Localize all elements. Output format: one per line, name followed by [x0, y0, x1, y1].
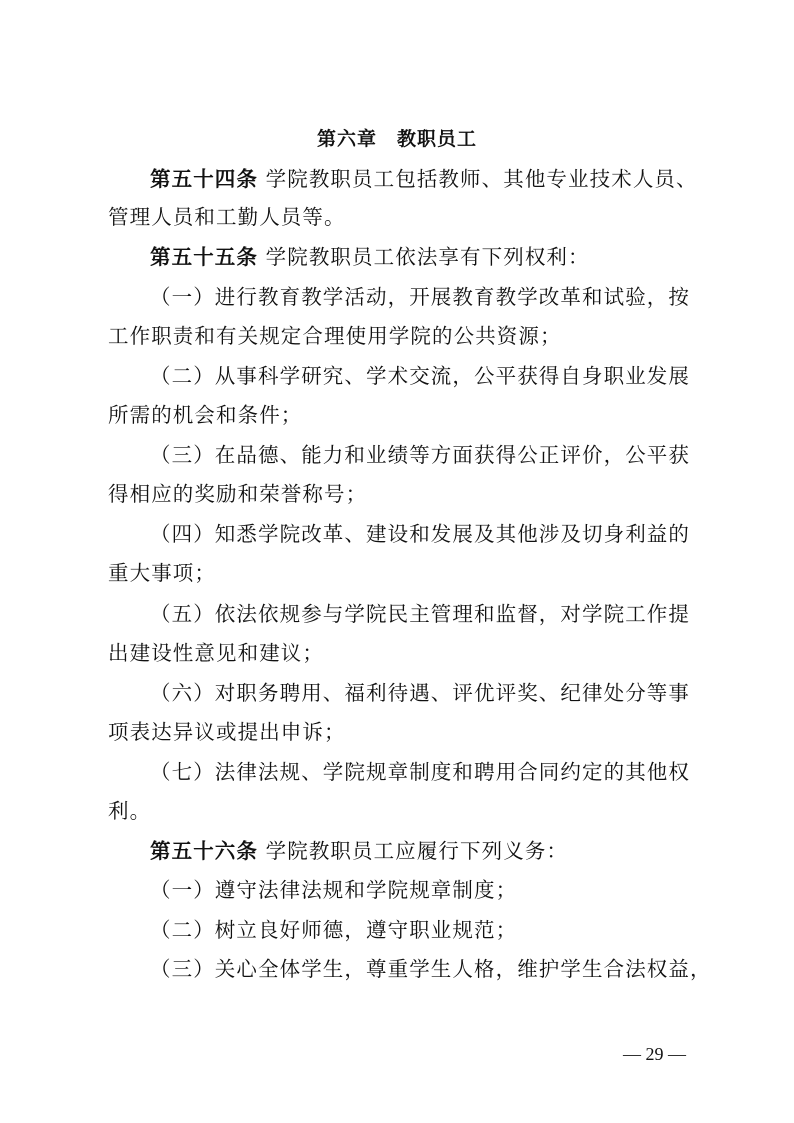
article-55-number: 第五十五条: [150, 245, 258, 269]
article-56-number: 第五十六条: [150, 839, 258, 863]
article-55-item-4-line-2: 重大事项；: [108, 561, 216, 585]
article-55-item-3-line-1: （三）在品德、能力和业绩等方面获得公正评价，公平获: [150, 443, 690, 467]
article-55-item-3-line-2: 得相应的奖励和荣誉称号；: [108, 482, 368, 506]
article-56-item-1: （一）遵守法律法规和学院规章制度；: [150, 878, 518, 902]
article-55-item-1-line-2: 工作职责和有关规定合理使用学院的公共资源；: [108, 324, 562, 348]
article-56-item-3: （三）关心全体学生，尊重学生人格，维护学生合法权益，: [150, 957, 712, 981]
article-55-item-2-line-1: （二）从事科学研究、学术交流，公平获得自身职业发展: [150, 364, 690, 388]
article-55-item-6-line-1: （六）对职务聘用、福利待遇、评优评奖、纪律处分等事: [150, 681, 690, 705]
article-55-item-1-line-1: （一）进行教育教学活动，开展教育教学改革和试验，按: [150, 285, 690, 309]
article-54-line-2: 管理人员和工勤人员等。: [108, 205, 346, 229]
page-number: — 29 —: [623, 1044, 686, 1064]
article-55-intro: [150, 243, 686, 271]
article-55-item-2-line-2: 所需的机会和条件；: [108, 403, 303, 427]
article-55-item-5-line-1: （五）依法依规参与学院民主管理和监督，对学院工作提: [150, 602, 690, 626]
article-56-intro: [150, 837, 686, 865]
article-56-item-2: （二）树立良好师德，遵守职业规范；: [150, 918, 518, 942]
article-55-item-4-line-1: （四）知悉学院改革、建设和发展及其他涉及切身利益的: [150, 522, 690, 546]
chapter-title: 第六章 教职员工: [316, 128, 477, 150]
article-54-number: 第五十四条: [150, 167, 258, 191]
article-55-item-7-line-2: 利。: [108, 799, 152, 823]
article-54-line-1: [150, 165, 698, 193]
article-55-text: 学院教职员工依法享有下列权利：: [265, 245, 590, 269]
article-55-item-6-line-2: 项表达异议或提出申诉；: [108, 720, 346, 744]
article-55-item-7-line-1: （七）法律法规、学院规章制度和聘用合同约定的其他权: [150, 760, 690, 784]
article-55-item-5-line-2: 出建设性意见和建议；: [108, 641, 324, 665]
article-56-text: 学院教职员工应履行下列义务：: [265, 839, 569, 863]
article-54-text: 学院教职员工包括教师、其他专业技术人员、: [265, 167, 698, 191]
